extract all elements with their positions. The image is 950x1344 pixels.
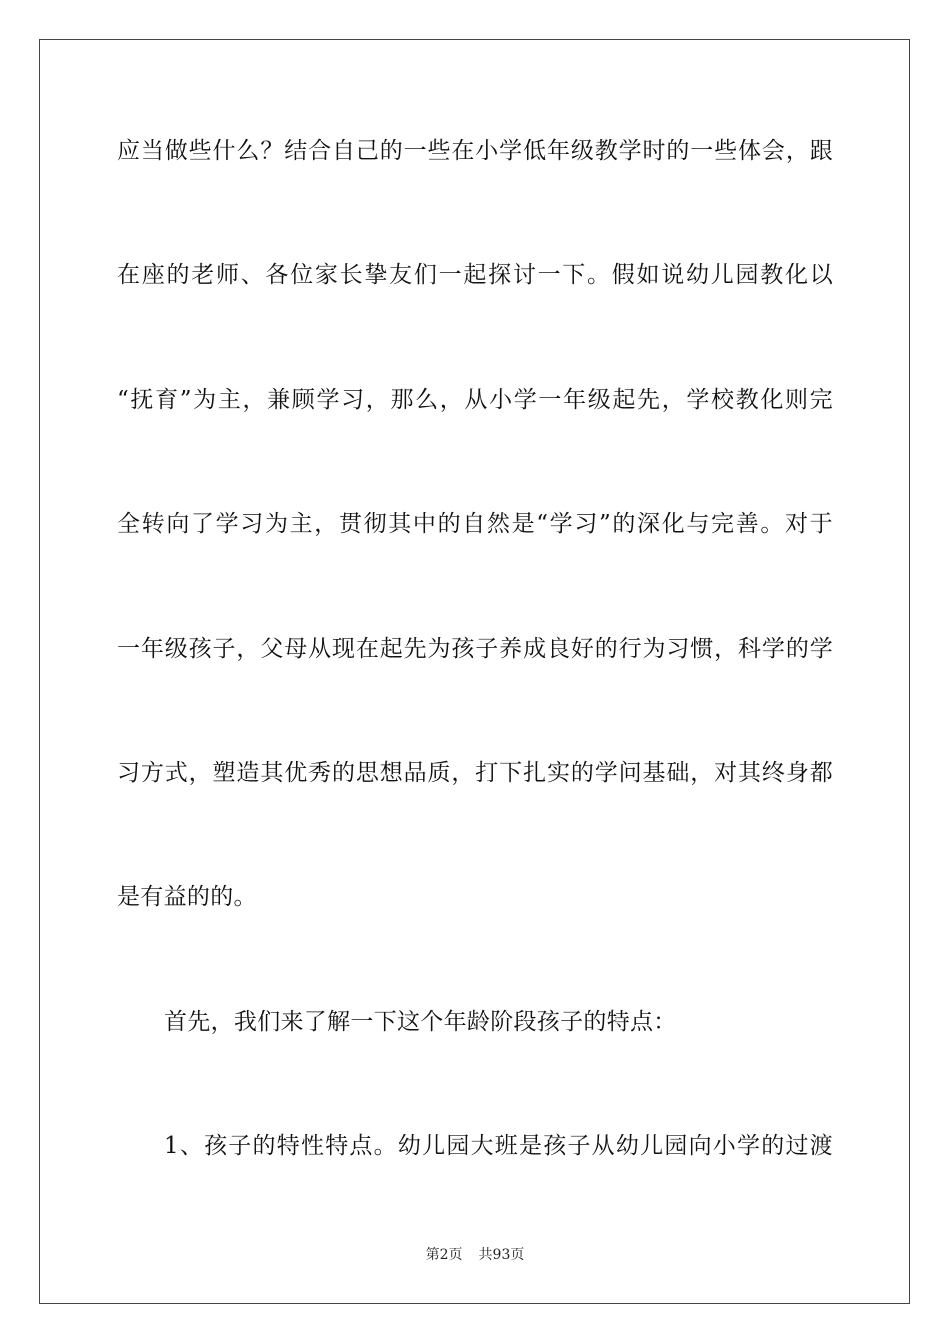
body-text-line-3: “抚育”为主，兼顾学习，那么，从小学一年级起先，学校教化则完 [117,387,833,413]
body-text-line-4: 全转向了学习为主，贯彻其中的自然是“学习”的深化与完善。对于 [117,511,833,537]
body-text-line-5: 一年级孩子，父母从现在起先为孩子养成良好的行为习惯，科学的学 [117,636,833,662]
body-text-line-9: 1、孩子的特性特点。幼儿园大班是孩子从幼儿园向小学的过渡 [164,1133,833,1159]
body-text-line-8: 首先，我们来了解一下这个年龄阶段孩子的特点： [164,1009,677,1035]
body-text-line-2: 在座的老师、各位家长挚友们一起探讨一下。假如说幼儿园教化以 [117,262,833,288]
page-number: 第2页 [425,1247,463,1263]
body-text-line-6: 习方式，塑造其优秀的思想品质，打下扎实的学问基础，对其终身都 [117,760,833,786]
page-footer [0,1246,950,1264]
body-text-line-7: 是有益的的。 [117,884,257,910]
page-total: 共93页 [478,1247,525,1263]
body-text-line-1: 应当做些什么？结合自己的一些在小学低年级教学时的一些体会，跟 [117,138,833,164]
page-border [39,39,910,1304]
